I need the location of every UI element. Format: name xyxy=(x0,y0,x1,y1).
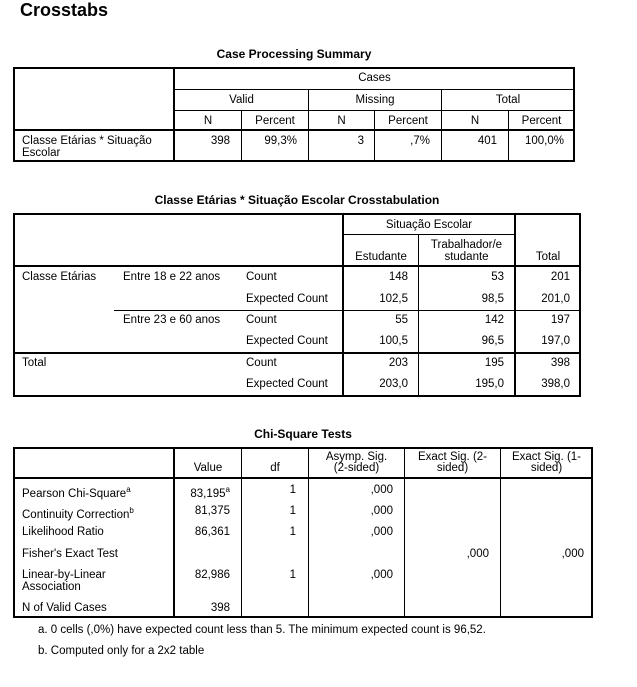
crosstab-title: Classe Etárias * Situação Escolar Crosstabulation xyxy=(154,193,440,207)
value-cell: 3 xyxy=(357,135,364,147)
value-cell: 197,0 xyxy=(541,335,570,347)
value-cell: 142 xyxy=(484,314,504,326)
value-cell: 148 xyxy=(388,271,408,283)
value-cell: 96,5 xyxy=(481,335,504,347)
header-df: df xyxy=(270,462,280,474)
subheader-n: N xyxy=(470,115,480,127)
value-cell: 398,0 xyxy=(541,378,570,390)
value-cell: 81,375 xyxy=(194,505,230,517)
footnote-a: a. 0 cells (,0%) have expected count less than 5. The minimum expected count is 96,52. xyxy=(38,624,486,636)
value-cell: 197 xyxy=(550,314,570,326)
group-label: Entre 18 e 22 anos xyxy=(123,271,221,283)
col-trabalhador: Trabalhador/e xyxy=(430,239,503,251)
row-label: Linear-by-Linear xyxy=(22,569,106,581)
subheader-percent: Percent xyxy=(255,115,295,127)
value-cell: 99,3% xyxy=(264,135,297,147)
subheader-percent: Percent xyxy=(388,115,428,127)
cases-header: Cases xyxy=(358,72,391,84)
value-cell: 98,5 xyxy=(481,293,504,305)
header-exact1-cont: sided) xyxy=(530,462,563,474)
value-cell: 195 xyxy=(484,357,504,369)
value-cell: ,7% xyxy=(410,135,430,147)
stat-label: Count xyxy=(246,314,277,326)
group-valid: Valid xyxy=(229,94,254,106)
footnote-b: b. Computed only for a 2x2 table xyxy=(38,645,205,657)
row-label: Continuity Correction$^b$ xyxy=(22,506,134,521)
total-label: Total xyxy=(22,357,47,369)
stat-label: Expected Count xyxy=(246,335,328,347)
value-cell: 195,0 xyxy=(475,378,504,390)
col-trabalhador-cont: studante xyxy=(444,251,489,263)
value-cell: 401 xyxy=(477,135,497,147)
header-exact2: Exact Sig. (2- xyxy=(417,451,488,463)
asymp-cell: ,000 xyxy=(370,526,393,538)
value-cell: 398 xyxy=(210,135,230,147)
group-total: Total xyxy=(495,94,521,106)
row-label: Classe Etárias * Situação xyxy=(22,135,152,147)
exact2-cell: ,000 xyxy=(466,548,489,560)
asymp-cell: ,000 xyxy=(370,484,393,496)
col-estudante: Estudante xyxy=(355,251,407,263)
row-label: N of Valid Cases xyxy=(22,602,107,614)
stat-label: Count xyxy=(246,271,277,283)
stat-label: Expected Count xyxy=(246,293,328,305)
value-cell: 100,5 xyxy=(379,335,408,347)
asymp-cell: ,000 xyxy=(370,569,393,581)
subheader-percent: Percent xyxy=(521,115,562,127)
df-cell: 1 xyxy=(289,569,296,581)
group-label: Entre 23 e 60 anos xyxy=(123,314,221,326)
df-cell: 1 xyxy=(289,505,296,517)
row-label-cont: Escolar xyxy=(22,147,61,159)
row-label-cont: Association xyxy=(22,581,81,593)
group-missing: Missing xyxy=(355,94,395,106)
case-processing-title: Case Processing Summary xyxy=(216,47,372,61)
subheader-n: N xyxy=(203,115,213,127)
value-cell: 55 xyxy=(395,314,408,326)
header-exact1: Exact Sig. (1- xyxy=(511,451,582,463)
value-cell: 203 xyxy=(388,357,408,369)
stat-label: Count xyxy=(246,357,277,369)
df-cell: 1 xyxy=(289,526,296,538)
value-cell: 203,0 xyxy=(379,378,408,390)
subheader-n: N xyxy=(337,115,346,127)
row-label: Likelihood Ratio xyxy=(22,526,104,538)
page-heading: Crosstabs xyxy=(20,0,109,20)
value-cell: 83,195$^a$ xyxy=(190,485,230,500)
stat-label: Expected Count xyxy=(246,378,328,390)
value-cell: 82,986 xyxy=(194,569,230,581)
chi-square-title: Chi-Square Tests xyxy=(254,427,352,441)
row-var-label: Classe Etárias xyxy=(22,271,97,283)
col-total: Total xyxy=(535,251,561,263)
row-label: Pearson Chi-Square$^a$ xyxy=(22,485,131,500)
header-exact2-cont: sided) xyxy=(436,462,469,474)
row-label: Fisher's Exact Test xyxy=(22,548,118,560)
value-cell: 86,361 xyxy=(194,526,230,538)
situacao-escolar-header: Situação Escolar xyxy=(385,219,473,231)
value-cell: 201 xyxy=(550,271,570,283)
value-cell: 398 xyxy=(210,602,230,614)
value-cell: 100,0% xyxy=(524,135,564,147)
header-asymp: Asymp. Sig. xyxy=(325,451,388,463)
header-asymp-cont: (2-sided) xyxy=(333,462,380,474)
value-cell: 53 xyxy=(491,271,504,283)
value-cell: 102,5 xyxy=(379,293,408,305)
value-cell: 398 xyxy=(550,357,570,369)
header-value: Value xyxy=(193,462,223,474)
value-cell: 201,0 xyxy=(541,293,570,305)
exact1-cell: ,000 xyxy=(561,548,584,560)
asymp-cell: ,000 xyxy=(370,505,393,517)
df-cell: 1 xyxy=(289,484,296,496)
